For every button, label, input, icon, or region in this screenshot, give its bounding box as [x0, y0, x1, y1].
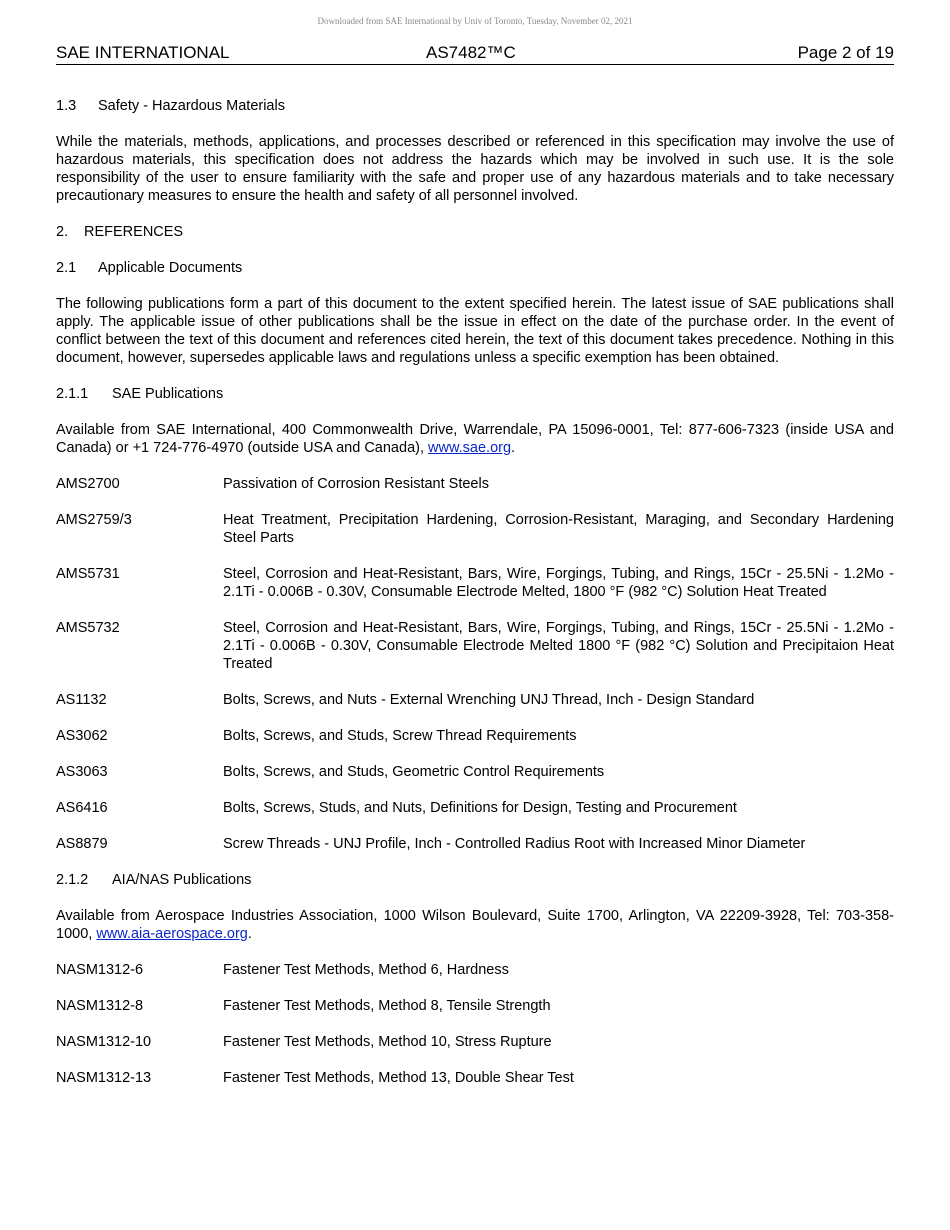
- reference-code: NASM1312-6: [56, 962, 144, 978]
- reference-title: Heat Treatment, Precipitation Hardening, Corrosion-Resistant, Maraging, and Secondary Hardening Steel Parts: [223, 512, 894, 546]
- reference-title: Fastener Test Methods, Method 10, Stress Rupture: [223, 1034, 552, 1050]
- reference-row: [56, 1033, 894, 1051]
- reference-title: Bolts, Screws, and Studs, Geometric Control Requirements: [223, 764, 605, 780]
- reference-row: [56, 763, 894, 781]
- availability-end: .: [247, 926, 252, 942]
- reference-row: [56, 565, 894, 601]
- reference-row: [56, 799, 894, 817]
- reference-code: AMS2700: [56, 476, 120, 492]
- reference-row: [56, 997, 894, 1015]
- availability-text: Available from SAE International, 400 Commonwealth Drive, Warrendale, PA 15096-0001, Tel: 877-606-7323 (inside USA and Canada) or +1 724-776-4970 (outside USA and Canada),: [56, 422, 894, 456]
- availability-end: .: [511, 440, 516, 456]
- heading-title: REFERENCES: [84, 224, 184, 240]
- reference-row: [56, 835, 894, 853]
- reference-code: AMS5731: [56, 566, 120, 582]
- reference-row: [56, 1069, 894, 1087]
- heading-1-3: [56, 97, 894, 115]
- header-org: SAE INTERNATIONAL: [56, 43, 230, 62]
- reference-code: AS1132: [56, 692, 107, 708]
- paragraph-sae-availability: [56, 421, 894, 457]
- sae-reference-list: [56, 475, 894, 853]
- reference-title: Bolts, Screws, and Studs, Screw Thread Requirements: [223, 728, 577, 744]
- header-page-number: Page 2 of 19: [797, 43, 894, 62]
- reference-code: AS3062: [56, 728, 108, 744]
- heading-title: Safety - Hazardous Materials: [98, 98, 285, 114]
- reference-title: Steel, Corrosion and Heat-Resistant, Bars, Wire, Forgings, Tubing, and Rings, 15Cr - 25.5Ni - 1.2Mo - 2.1Ti - 0.006B - 0.30V, Consumable Electrode Melted 1800 °F (982 °C) Solution and Precipitaion Heat Treated: [223, 620, 894, 672]
- heading-number: 2.: [56, 224, 69, 240]
- reference-code: NASM1312-10: [56, 1034, 152, 1050]
- heading-number: 2.1: [56, 260, 77, 276]
- heading-title: AIA/NAS Publications: [112, 872, 252, 888]
- reference-row: [56, 475, 894, 493]
- paragraph-aia-availability: [56, 907, 894, 943]
- heading-2-1: [56, 259, 894, 277]
- reference-title: Screw Threads - UNJ Profile, Inch - Controlled Radius Root with Increased Minor Diameter: [223, 836, 806, 852]
- reference-title: Bolts, Screws, and Nuts - External Wrenching UNJ Thread, Inch - Design Standard: [223, 692, 755, 708]
- nas-reference-list: [56, 961, 894, 1087]
- heading-number: 1.3: [56, 98, 77, 114]
- reference-code: AS3063: [56, 764, 108, 780]
- heading-number: 2.1.1: [56, 386, 89, 402]
- reference-title: Steel, Corrosion and Heat-Resistant, Bars, Wire, Forgings, Tubing, and Rings, 15Cr - 25.5Ni - 1.2Mo - 2.1Ti - 0.006B - 0.30V, Consumable Electrode Melted, 1800 °F (982 °C) Solution Heat Treated: [223, 566, 894, 600]
- reference-row: [56, 619, 894, 673]
- reference-title: Bolts, Screws, Studs, and Nuts, Definitions for Design, Testing and Procurement: [223, 800, 737, 816]
- heading-2-1-2: [56, 871, 894, 889]
- reference-title: Passivation of Corrosion Resistant Steels: [223, 476, 489, 492]
- aia-website-link[interactable]: www.aia-aerospace.org: [96, 926, 248, 942]
- download-watermark: Downloaded from SAE International by Univ of Toronto, Tuesday, November 02, 2021: [317, 16, 633, 26]
- reference-code: NASM1312-13: [56, 1070, 152, 1086]
- heading-number: 2.1.2: [56, 872, 89, 888]
- page-header: [56, 43, 894, 65]
- availability-text: Available from Aerospace Industries Association, 1000 Wilson Boulevard, Suite 1700, Arlington, VA 22209-3928, Tel: 703-358-1000,: [56, 908, 894, 942]
- reference-title: Fastener Test Methods, Method 13, Double Shear Test: [223, 1070, 574, 1086]
- header-doc-number: AS7482™C: [426, 43, 516, 62]
- heading-2: [56, 223, 894, 241]
- reference-row: [56, 511, 894, 547]
- sae-website-link[interactable]: www.sae.org: [428, 440, 512, 456]
- page-content: [56, 97, 894, 1105]
- paragraph-applicable-documents: The following publications form a part of this document to the extent specified herein. The latest issue of SAE publications shall apply. The applicable issue of other publications shall be the issue in effect on the date of the purchase order. In the event of conflict between the text of this document and references cited herein, the text of this document takes precedence. Nothing in this document, however, supersedes applicable laws and regulations unless a specific exemption has been obtained.: [56, 296, 894, 366]
- reference-row: [56, 727, 894, 745]
- paragraph-safety: While the materials, methods, applications, and processes described or referenced in this specification may involve the use of hazardous materials, this specification does not address the hazards which may be involved in such use. It is the sole responsibility of the user to ensure familiarity with the safe and proper use of any hazardous materials and to take necessary precautionary measures to ensure the health and safety of all personnel involved.: [56, 134, 894, 204]
- reference-code: AS6416: [56, 800, 108, 816]
- reference-title: Fastener Test Methods, Method 6, Hardness: [223, 962, 509, 978]
- reference-code: NASM1312-8: [56, 998, 144, 1014]
- reference-code: AMS5732: [56, 620, 120, 636]
- reference-row: [56, 961, 894, 979]
- reference-title: Fastener Test Methods, Method 8, Tensile Strength: [223, 998, 551, 1014]
- reference-row: [56, 691, 894, 709]
- heading-title: SAE Publications: [112, 386, 224, 402]
- heading-2-1-1: [56, 385, 894, 403]
- reference-code: AS8879: [56, 836, 108, 852]
- reference-code: AMS2759/3: [56, 512, 132, 528]
- heading-title: Applicable Documents: [98, 260, 243, 276]
